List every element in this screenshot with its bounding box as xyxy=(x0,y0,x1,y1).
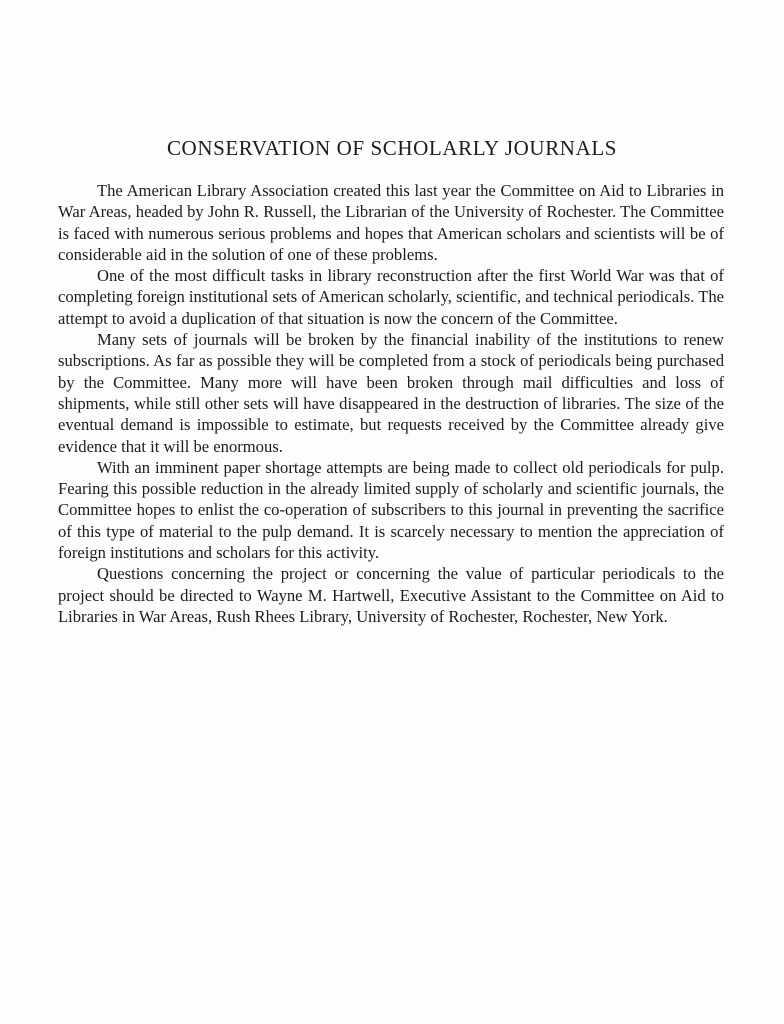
paragraph-5: Questions concerning the project or concerning the value of particular periodicals to the project should be directed to Wayne M. Hartwell, Executive Assistant to the Committee on Aid to Libraries in War Areas, Rush Rhees Library, University of Rochester, Rochester, New York. xyxy=(58,564,724,626)
paragraph-3: Many sets of journals will be broken by the financial inability of the institutions to renew subscriptions. As far as possible they will be completed from a stock of periodicals being purchased by the Committee. Many more will have been broken through mail difficulties and loss of shipments, while still other sets will have disappeared in the destruction of libraries. The size of the eventual demand is impossible to estimate, but requests received by the Committee already give evidence that it will be enormous. xyxy=(58,330,724,456)
paragraph-1: The American Library Association created this last year the Committee on Aid to Libraries in War Areas, headed by John R. Russell, the Librarian of the University of Rochester. The Committee is faced with numerous serious problems and hopes that American scholars and scientists will be of considerable aid in the solution of one of these problems. xyxy=(58,181,724,264)
paragraph-2: One of the most difficult tasks in library reconstruction after the first World War was that of completing foreign institutional sets of American scholarly, scientific, and technical periodicals. The attempt to avoid a duplication of that situation is now the concern of the Committee. xyxy=(58,266,724,328)
page-title: CONSERVATION OF SCHOLARLY JOURNALS xyxy=(166,136,618,160)
article-body xyxy=(58,180,724,627)
paragraph-4: With an imminent paper shortage attempts are being made to collect old periodicals for pulp. Fearing this possible reduction in the already limited supply of scholarly and scientific journals, the Committee hopes to enlist the co-operation of subscribers to this journal in preventing the sacrifice of this type of material to the pulp demand. It is scarcely necessary to mention the appreciation of foreign institutions and scholars for this activity. xyxy=(58,457,724,563)
